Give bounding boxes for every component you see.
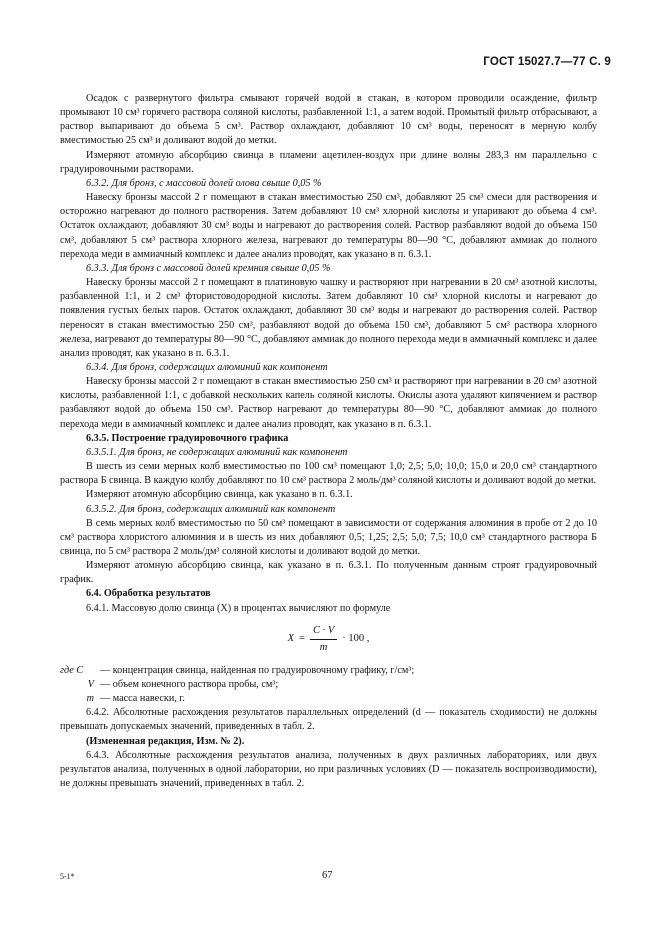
formula-fraction	[310, 624, 337, 655]
section-heading-6-3-3: 6.3.3. Для бронз с массовой долей кремния свыше 0,05 %	[86, 262, 331, 274]
paragraph: В шесть из семи мерных колб вместимостью по 100 см³ помещают 1,0; 2,5; 5,0; 10,0; 15,0 и 20,0 см³ стандартного раствора Б свинца. В каждую колбу добавляют по 10 см³ раствора 2 моль/дм³ соляной кислоты и доливают водой до метки.	[60, 461, 597, 487]
paragraph: 6.4.3. Абсолютные расхождения результатов анализа, полученных в двух различных лабораториях, или двух результатов анализа, полученных в одной лаборатории, но при различных условиях (D — показатель воспроизводимости), не должны превышать значений, приведенных в табл. 2.	[60, 749, 597, 790]
formula-denominator: m	[319, 641, 328, 653]
section-heading-6-4: 6.4. Обработка результатов	[86, 588, 211, 600]
formula-numerator: C · V	[310, 624, 337, 640]
paragraph: Измеряют атомную абсорбцию свинца, как указано в п. 6.3.1. По полученным данным строят градуировочный график.	[60, 560, 597, 586]
paragraph: В семь мерных колб вместимостью по 50 см³ помещают в зависимости от содержания алюминия в пробе от 2 до 10 см³ раствора хлористого алюминия и в шесть из них добавляют 0,5; 1,25; 2,5; 5,0; 7,5; 10,0 см³ стандартного раствора Б свинца, по 5 см³ раствора 2 моль/дм³ соляной кислоты и доливают водой до метки.	[60, 517, 597, 557]
formula-lhs: X	[287, 633, 295, 645]
legend-row	[60, 692, 597, 706]
section-heading-6-3-5-1: 6.3.5.1. Для бронз, не содержащих алюминий как компонент	[86, 446, 348, 458]
page-header: ГОСТ 15027.7—77 С. 9	[483, 56, 611, 68]
formula	[60, 624, 597, 658]
legend-text: — объем конечного раствора пробы, см³;	[100, 678, 279, 690]
formula-equals: =	[299, 633, 305, 645]
legend-text: — масса навески, г.	[100, 693, 185, 705]
legend-row	[60, 664, 597, 678]
amendment-note: (Измененная редакция, Изм. № 2).	[86, 735, 245, 747]
section-heading-6-3-5-2: 6.3.5.2. Для бронз, содержащих алюминий как компонент	[86, 503, 336, 515]
paragraph: Навеску бронзы массой 2 г помещают в стакан вместимостью 250 см³ и растворяют при нагревании в 20 см³ азотной кислоты, разбавленной 1:1, с добавкой нескольких капель соляной кислоты. Окислы азота удаляют кипячением и раствор разбавляют водой до объема 150 см³. Раствор нагревают до температуры 80—90 °С, добавляют аммиак до полного перехода меди в аммиачный комплекс и далее анализ проводят, как указано в п. 6.3.1.	[60, 376, 597, 430]
legend-row	[60, 678, 597, 692]
page-number: 67	[322, 870, 333, 881]
paragraph: Осадок с развернутого фильтра смывают горячей водой в стакан, в котором проводили осаждение, фильтр промывают 10 см³ горячего раствора соляной кислоты, разбавленной 1:1, а затем водой. Промытый фильтр отбрасывают, а раствор выпаривают до объема 5 см³. Раствор охлаждают, добавляют 10 см³ воды, переносят в мерную колбу вместимостью 25 см³ и доливают водой до метки.	[60, 93, 597, 147]
legend-symbol: V	[87, 678, 94, 690]
section-heading-6-3-2: 6.3.2. Для бронз, с массовой долей олова свыше 0,05 %	[86, 177, 322, 189]
paragraph: 6.4.1. Массовую долю свинца (X) в процентах вычисляют по формуле	[86, 602, 391, 614]
paragraph: Навеску бронзы массой 2 г помещают в платиновую чашку и растворяют при нагревании в 20 см³ азотной кислоты, разбавленной 1:1, и 2 см³ фтористоводородной кислоты. Затем добавляют 10 см³ хлорной кислоты и нагревают до появления густых белых паров. Остаток охлаждают, добавляют 30 см³ воды и нагревают до растворения солей. Раствор переносят в стакан вместимостью 250 см³, разбавляют водой до объема 150 см³, добавляют 5 см³ раствора хлорного железа, нагревают до температуры 80—90 °С, добавляют аммиак до полного перехода меди в аммиачный комплекс и далее анализ проводят, как указано в п. 6.3.1.	[60, 277, 597, 359]
paragraph: Измеряют атомную абсорбцию свинца, как указано в п. 6.3.1.	[86, 489, 353, 501]
legend-symbol: где C	[60, 664, 84, 676]
document-body	[60, 92, 597, 791]
paragraph: Навеску бронзы массой 2 г помещают в стакан вместимостью 250 см³, добавляют 25 см³ смеси для растворения и осторожно нагревают до полного растворения. Затем добавляют 10 см³ хлорной кислоты и упаривают до объема 4 см³. Остаток охлаждают, добавляют 30 см³ воды и нагревают до растворения солей. Раствор разбавляют водой до объема 150 см³, добавляют 5 см³ раствора хлорного железа, нагревают до температуры 80—90 °С, добавляют аммиак до полного перехода меди в аммиачный комплекс и далее анализ проводят, как указано в п. 6.3.1.	[60, 192, 597, 260]
paragraph: 6.4.2. Абсолютные расхождения результатов параллельных определений (d — показатель сходимости) не должны превышать допускаемых значений, приведенных в табл. 2.	[60, 707, 597, 733]
section-heading-6-3-4: 6.3.4. Для бронз, содержащих алюминий как компонент	[86, 361, 328, 373]
paragraph: Измеряют атомную абсорбцию свинца в пламени ацетилен-воздух при длине волны 283,3 нм параллельно с градуировочными растворами.	[60, 149, 597, 175]
legend-symbol: m	[86, 693, 94, 705]
section-heading-6-3-5: 6.3.5. Построение градуировочного графика	[86, 432, 289, 444]
footer-print-mark: 5-1*	[60, 872, 75, 881]
formula-legend	[60, 664, 597, 706]
legend-text: — концентрация свинца, найденная по градуировочному графику, г/см³;	[100, 664, 415, 676]
formula-rest: · 100 ,	[342, 633, 370, 645]
